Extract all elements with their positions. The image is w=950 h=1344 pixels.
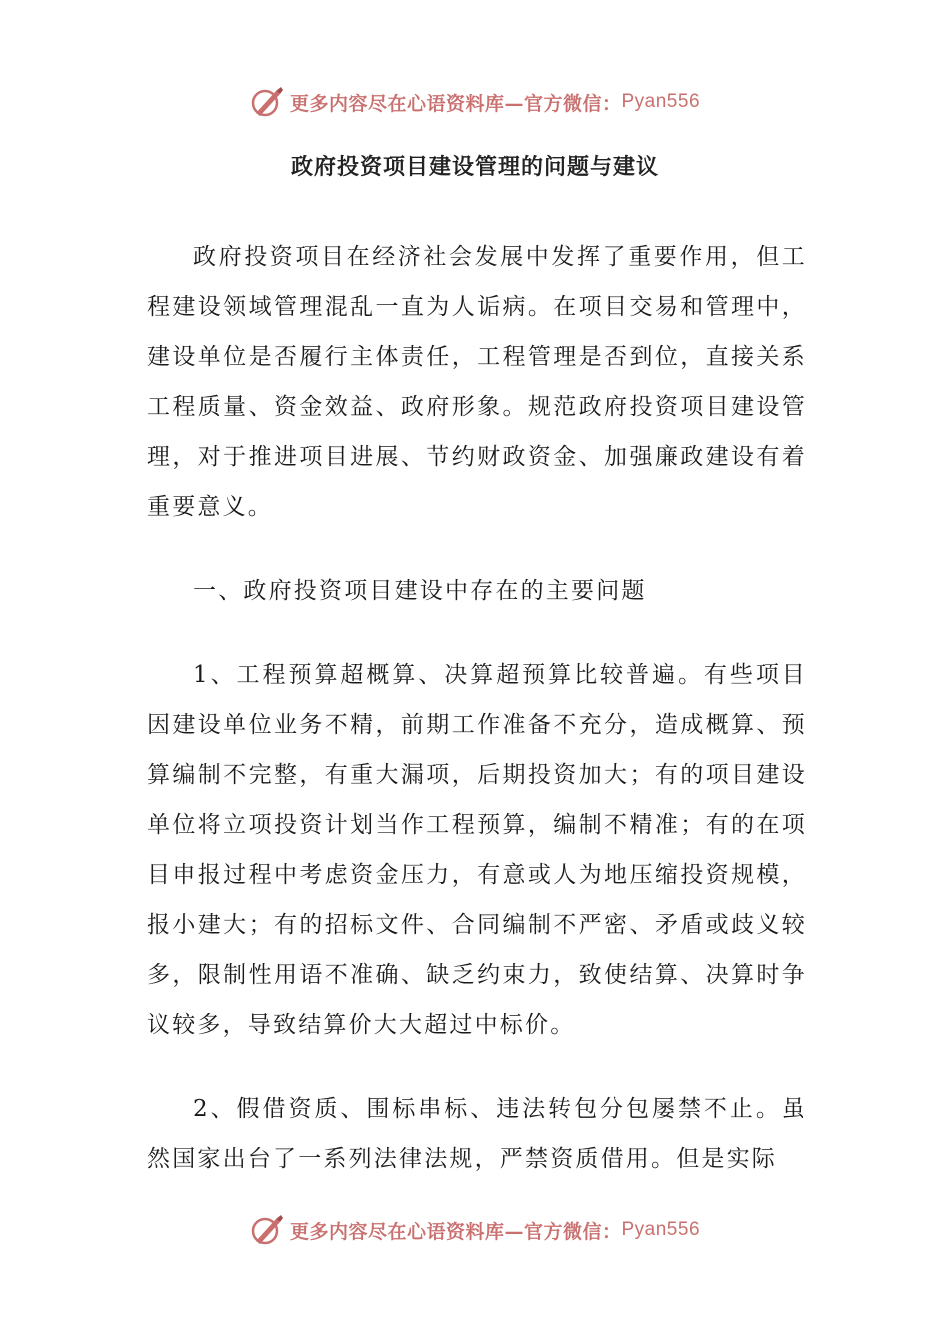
wechat-id: Pyan556 xyxy=(621,1219,701,1240)
section-heading: 一、政府投资项目建设中存在的主要问题 xyxy=(193,578,647,604)
pen-logo-icon xyxy=(250,1213,284,1247)
header-banner xyxy=(0,82,950,122)
wechat-id: Pyan556 xyxy=(621,91,701,112)
banner-text: 更多内容尽在心语资料库—官方微信： xyxy=(289,92,622,115)
footer-banner xyxy=(0,1210,950,1250)
paragraph: 政府投资项目在经济社会发展中发挥了重要作用，但工程建设领域管理混乱一直为人诟病。在项目交易和管理中，建设单位是否履行主体责任，工程管理是否到位，直接关系工程质量、资金效益、政府形象。规范政府投资项目建设管理，对于推进项目进展、节约财政资金、加强廉政建设有着重要意义。 xyxy=(147,244,807,520)
paragraph: 1、工程预算超概算、决算超预算比较普遍。有些项目因建设单位业务不精，前期工作准备不充分，造成概算、预算编制不完整，有重大漏项，后期投资加大；有的项目建设单位将立项投资计划当作工程预算，编制不精准；有的在项目申报过程中考虑资金压力，有意或人为地压缩投资规模，报小建大；有的招标文件、合同编制不严密、矛盾或歧义较多，限制性用语不准确、缺乏约束力，致使结算、决算时争议较多，导致结算价大大超过中标价。 xyxy=(147,662,807,1038)
pen-logo-icon xyxy=(250,85,284,119)
paragraph: 2、假借资质、围标串标、违法转包分包屡禁不止。虽然国家出台了一系列法律法规，严禁资质借用。但是实际 xyxy=(147,1096,807,1172)
banner-text: 更多内容尽在心语资料库—官方微信： xyxy=(289,1220,622,1243)
document-title: 政府投资项目建设管理的问题与建议 xyxy=(290,154,659,180)
document-body xyxy=(147,232,807,1218)
